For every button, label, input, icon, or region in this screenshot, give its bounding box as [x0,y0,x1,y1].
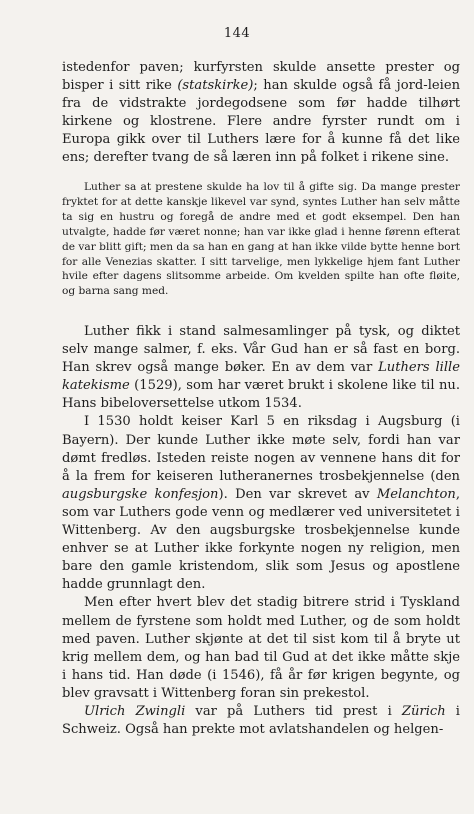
paragraph [62,703,460,739]
text-run: istedenfor paven; kurfyrsten skulde ansette prester og bisper i sitt rike [62,60,460,94]
italic-text-run: Melanchton [376,486,456,502]
text-run: i Schweiz. Også han prekte mot avlatshandelen og helgen- [62,703,460,738]
italic-text-run: Ulrich Zwingli [84,703,186,719]
paragraph [62,323,460,413]
text-block-2-small-print [62,180,460,299]
text-block-1 [62,59,460,168]
paragraph [62,413,460,594]
italic-text-run: augsburgske konfesjon [62,486,219,502]
page-number: 144 [223,26,251,41]
paragraph [62,594,460,703]
italic-text-run: Luthers lille katekisme [62,360,460,394]
paragraph [62,180,460,299]
italic-text-run: (statskirke) [177,78,254,94]
text-run: ; han skulde også få jord-leien fra de vidstrakte jordegodsene som før hadde tilhørt kirkene og klostrene. Flere andre fyrster rundt om i Europa gikk over til Luthers lære for å kunne få det like ens; derefter tvang de så læren inn på folket i rikene sine. [62,78,461,166]
text-run: (1529), som har været brukt i skolene like til nu. Hans bibeloversettelse utkom 1534. [62,378,460,412]
text-run: var på Luthers tid prest i [185,703,402,719]
text-run: Luther fikk i stand salmesamlinger på tysk, og diktet selv mange salmer, f. eks. Vår Gud han er så fast en borg. Han skrev også mange bøker. En av dem var [62,324,460,376]
text-run: ). Den var skrevet av [218,486,377,502]
paragraph [62,59,460,168]
text-run: Luther sa at prestene skulde ha lov til å gifte sig. Da mange prester fryktet for at dette kanskje likevel var synd, syntes Luther han selv måtte ta sig en hustru og foregå de andre med et godt eksempel. Den han utvalgte, hadde før været nonne; han var ikke glad i henne førenn efterat de var blitt gift; men da sa han en gang at han ikke vilde bytte henne bort for alle Venezias skatter. I sitt tarvelige, men lykkelige hjem fant Luther hvile efter dagens slitsomme arbeide. Om kvelden spilte han ofte fløite, og barna sang med. [62,181,460,298]
text-run: I 1530 holdt keiser Karl 5 en riksdag i Augsburg (i Bayern). Der kunde Luther ikke møte selv, fordi han var dømt fredløs. Isteden reiste nogen av vennene hans dit for å la frem for keiseren lutheranernes trosbekjennelse (den [62,414,460,484]
text-run: , som var Luthers gode venn og medlærer ved universitetet i Wittenberg. Av den augsburgske trosbekjennelse kunde enhver se at Luther ikke forkynte nogen ny religion, men bare den gamle kristendom, slik som Jesus og apostlene hadde grunnlagt den. [62,486,460,593]
text-run: Men efter hvert blev det stadig bitrere strid i Tyskland mellem de fyrstene som holdt med Luther, og de som holdt med paven. Luther skjønte at det til sist kom til å bryte ut krig mellem dem, og han bad til Gud at det ikke måtte skje i hans tid. Han døde (i 1546), få år før krigen begynte, og blev gravsatt i Wittenberg foran sin prekestol. [62,595,460,701]
italic-text-run: Zürich [401,703,446,719]
text-block-3 [62,323,460,739]
